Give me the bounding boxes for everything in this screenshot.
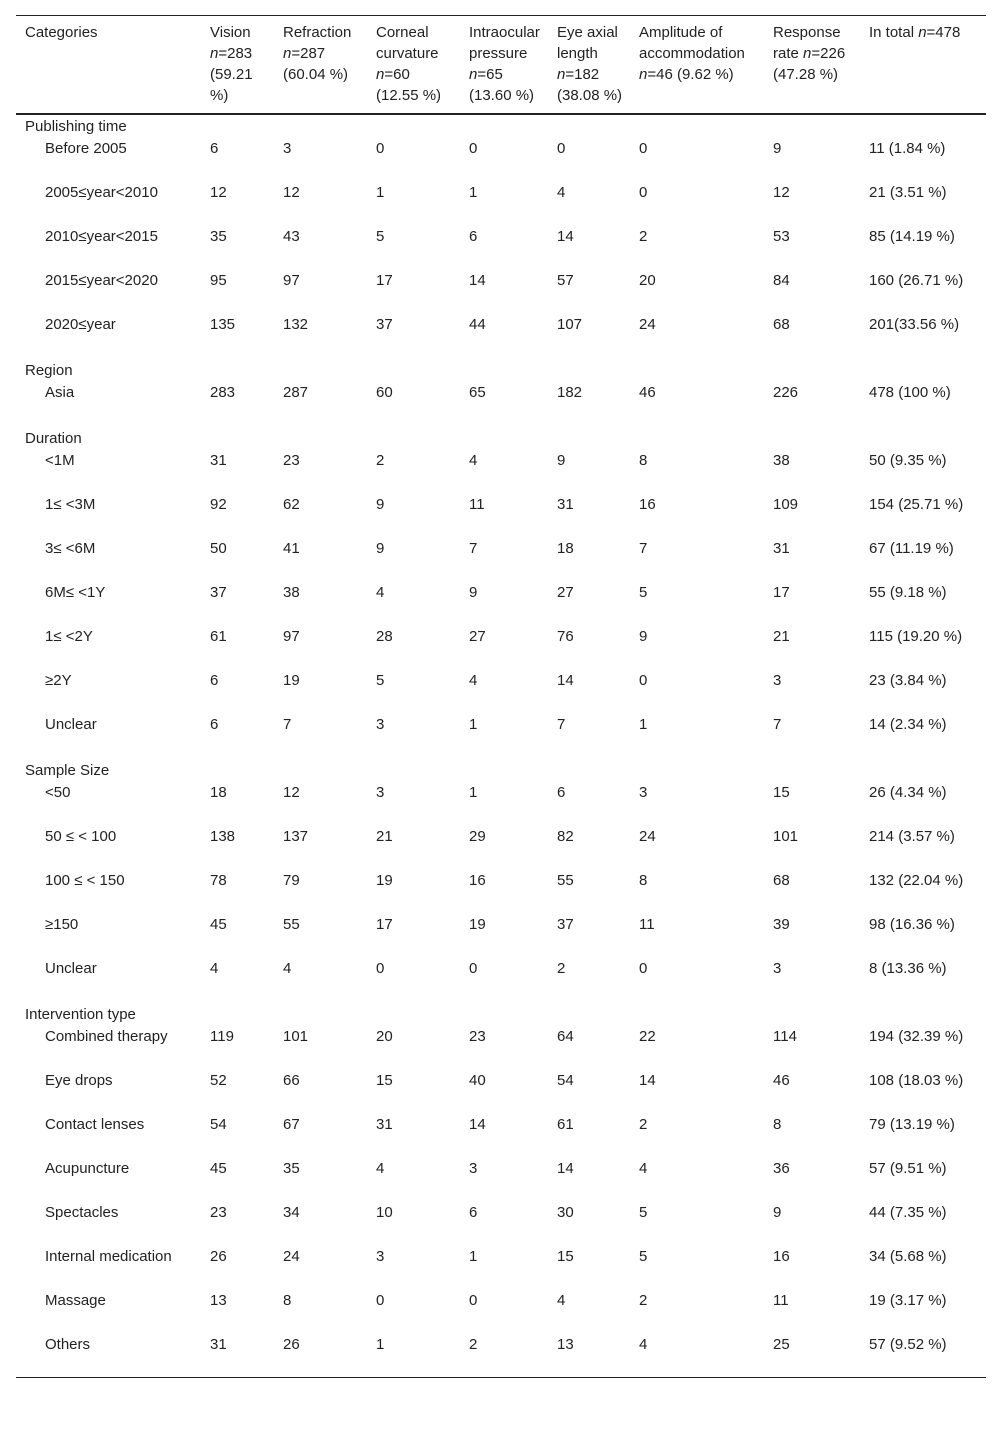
column-header-0: Categories	[25, 24, 98, 41]
row-label: Asia	[45, 384, 75, 401]
table-cell: 2	[557, 960, 566, 977]
column-header-label: Amplitude of accommodation	[639, 24, 745, 62]
table-cell: 13	[210, 1292, 227, 1309]
table-cell: 28	[376, 628, 393, 645]
row-label: 100 ≤ < 150	[45, 872, 125, 889]
table-cell: 14	[469, 1116, 486, 1133]
table-cell: 29	[469, 828, 486, 845]
column-header-label: Refraction	[283, 24, 352, 41]
table-cell: 36	[773, 1160, 790, 1177]
group-heading: Duration	[25, 430, 82, 447]
group-heading: Region	[25, 362, 73, 379]
row-label: <1M	[45, 452, 75, 469]
row-label: Unclear	[45, 716, 97, 733]
table-cell: 0	[469, 140, 478, 157]
table-cell: 26 (4.34 %)	[869, 784, 947, 801]
table-cell: 61	[210, 628, 227, 645]
table-cell: 8 (13.36 %)	[869, 960, 947, 977]
table-cell: 34	[283, 1204, 300, 1221]
group-row	[16, 1001, 986, 1025]
row-label: 1≤ <3M	[45, 496, 96, 513]
table-cell: 9	[376, 496, 385, 513]
table-cell: 283	[210, 384, 236, 401]
table-row	[16, 713, 986, 757]
table-cell: 13	[557, 1336, 574, 1353]
table-cell: 12	[283, 784, 300, 801]
table-cell: 12	[210, 184, 227, 201]
table-cell: 23	[210, 1204, 227, 1221]
table-cell: 37	[210, 584, 227, 601]
table-cell: 44 (7.35 %)	[869, 1204, 947, 1221]
table-cell: 16	[773, 1248, 790, 1265]
table-cell: 31	[557, 496, 574, 513]
table-cell: 97	[283, 628, 300, 645]
table-cell: 154 (25.71 %)	[869, 496, 964, 513]
table-cell: 8	[773, 1116, 782, 1133]
table-cell: 52	[210, 1072, 227, 1089]
table-cell: 54	[210, 1116, 227, 1133]
table-cell: 15	[773, 784, 790, 801]
table-cell: 44	[469, 316, 486, 333]
row-label: Massage	[45, 1292, 106, 1309]
table-cell: 6	[469, 228, 478, 245]
table-row	[16, 269, 986, 313]
table-cell: 194 (32.39 %)	[869, 1028, 964, 1045]
table-row	[16, 493, 986, 537]
row-label: ≥150	[45, 916, 79, 933]
group-row	[16, 425, 986, 449]
table-cell: 12	[773, 184, 790, 201]
table-cell: 14	[469, 272, 486, 289]
table-cell: 4	[210, 960, 219, 977]
table-cell: 3	[376, 1248, 385, 1265]
table-cell: 65	[469, 384, 486, 401]
table-cell: 12	[283, 184, 300, 201]
table-cell: 22	[639, 1028, 656, 1045]
table-cell: 62	[283, 496, 300, 513]
table-row	[16, 913, 986, 957]
table-row	[16, 1245, 986, 1289]
table-cell: 78	[210, 872, 227, 889]
table-row	[16, 225, 986, 269]
table-cell: 50	[210, 540, 227, 557]
table-cell: 15	[557, 1248, 574, 1265]
table-cell: 14	[557, 228, 574, 245]
group-heading: Publishing time	[25, 118, 127, 135]
table-cell: 2	[639, 1292, 648, 1309]
table-row	[16, 581, 986, 625]
table-cell: 1	[469, 1248, 478, 1265]
table-cell: 2	[376, 452, 385, 469]
table-body	[16, 114, 986, 1378]
table-cell: 6	[557, 784, 566, 801]
table-cell: 57 (9.52 %)	[869, 1336, 947, 1353]
table-cell: 109	[773, 496, 799, 513]
table-cell: 20	[639, 272, 656, 289]
table-cell: 68	[773, 872, 790, 889]
table-cell: 5	[639, 1204, 648, 1221]
table-cell: 0	[639, 184, 648, 201]
row-label: 6M≤ <1Y	[45, 584, 106, 601]
statistics-table	[16, 15, 986, 1378]
table-cell: 7	[557, 716, 566, 733]
table-cell: 4	[639, 1160, 648, 1177]
table-cell: 30	[557, 1204, 574, 1221]
table-cell: 34 (5.68 %)	[869, 1248, 947, 1265]
table-cell: 7	[469, 540, 478, 557]
table-cell: 8	[639, 452, 648, 469]
table-row	[16, 137, 986, 181]
row-label: Unclear	[45, 960, 97, 977]
table-cell: 23	[469, 1028, 486, 1045]
row-label: 2015≤year<2020	[45, 272, 158, 289]
table-cell: 39	[773, 916, 790, 933]
row-label: Combined therapy	[45, 1028, 168, 1045]
table-cell: 1	[376, 1336, 385, 1353]
table-cell: 27	[557, 584, 574, 601]
table-cell: 19	[283, 672, 300, 689]
table-cell: 8	[283, 1292, 292, 1309]
table-cell: 2	[469, 1336, 478, 1353]
table-cell: 9	[376, 540, 385, 557]
table-cell: 1	[469, 784, 478, 801]
table-cell: 119	[210, 1028, 234, 1045]
table-cell: 0	[639, 960, 648, 977]
table-cell: 101	[283, 1028, 309, 1045]
table-cell: 55 (9.18 %)	[869, 584, 947, 601]
table-row	[16, 669, 986, 713]
table-cell: 9	[469, 584, 478, 601]
table-cell: 76	[557, 628, 574, 645]
table-cell: 108 (18.03 %)	[869, 1072, 964, 1089]
table-cell: 5	[376, 228, 385, 245]
table-cell: 97	[283, 272, 300, 289]
table-row	[16, 957, 986, 1001]
table-cell: 61	[557, 1116, 574, 1133]
table-cell: 17	[376, 916, 393, 933]
table-cell: 60	[376, 384, 393, 401]
table-cell: 17	[376, 272, 393, 289]
table-cell: 84	[773, 272, 790, 289]
column-header-2: Refraction n=287 (60.04 %)	[283, 24, 352, 83]
table-cell: 10	[376, 1204, 393, 1221]
table-cell: 1	[376, 184, 385, 201]
table-cell: 0	[469, 960, 478, 977]
table-cell: 5	[639, 584, 648, 601]
table-cell: 17	[773, 584, 790, 601]
column-header-5: Eye axial length n=182 (38.08 %)	[557, 24, 623, 104]
row-label: ≥2Y	[45, 672, 72, 689]
table-cell: 4	[283, 960, 292, 977]
table-cell: 27	[469, 628, 486, 645]
table-cell: 6	[469, 1204, 478, 1221]
table-cell: 23 (3.84 %)	[869, 672, 947, 689]
table-cell: 18	[557, 540, 574, 557]
table-cell: 0	[469, 1292, 478, 1309]
row-label: Spectacles	[45, 1204, 119, 1221]
table-cell: 23	[283, 452, 300, 469]
table-cell: 4	[376, 1160, 385, 1177]
table-cell: 5	[639, 1248, 648, 1265]
table-row	[16, 181, 986, 225]
column-header-8: In total n=478	[869, 24, 961, 41]
table-cell: 16	[469, 872, 486, 889]
table-row	[16, 1157, 986, 1201]
column-header-3: Corneal curvature n=60 (12.55 %)	[376, 24, 442, 104]
table-cell: 40	[469, 1072, 486, 1089]
table-row	[16, 1069, 986, 1113]
table-cell: 37	[376, 316, 393, 333]
table-cell: 7	[639, 540, 648, 557]
table-cell: 11	[773, 1292, 789, 1309]
table-cell: 182	[557, 384, 583, 401]
table-cell: 19	[376, 872, 393, 889]
table-cell: 31	[376, 1116, 393, 1133]
table-cell: 19	[469, 916, 486, 933]
table-row	[16, 313, 986, 357]
table-cell: 43	[283, 228, 300, 245]
table-cell: 45	[210, 1160, 227, 1177]
table-cell: 53	[773, 228, 790, 245]
table-cell: 24	[639, 316, 656, 333]
table-cell: 114	[773, 1028, 797, 1045]
table-cell: 1	[469, 184, 478, 201]
group-row	[16, 114, 986, 137]
table-cell: 1	[639, 716, 648, 733]
table-cell: 79	[283, 872, 300, 889]
table-row	[16, 869, 986, 913]
table-cell: 11 (1.84 %)	[869, 140, 946, 157]
table-cell: 21	[376, 828, 393, 845]
table-cell: 55	[557, 872, 574, 889]
table-cell: 46	[773, 1072, 790, 1089]
table-cell: 46	[639, 384, 656, 401]
table-cell: 0	[639, 140, 648, 157]
table-cell: 26	[283, 1336, 300, 1353]
table-cell: 101	[773, 828, 799, 845]
table-cell: 138	[210, 828, 236, 845]
table-cell: 9	[557, 452, 566, 469]
table-cell: 6	[210, 140, 219, 157]
row-label: <50	[45, 784, 71, 801]
table-cell: 3	[376, 784, 385, 801]
row-label: Contact lenses	[45, 1116, 145, 1133]
table-cell: 4	[469, 452, 478, 469]
table-cell: 115 (19.20 %)	[869, 628, 963, 645]
table-cell: 214 (3.57 %)	[869, 828, 955, 845]
table-cell: 3	[773, 672, 782, 689]
table-cell: 21	[773, 628, 790, 645]
row-label: 2020≤year	[45, 316, 116, 333]
table-cell: 41	[283, 540, 300, 557]
row-label: Internal medication	[45, 1248, 172, 1265]
table-cell: 35	[283, 1160, 300, 1177]
table-cell: 478 (100 %)	[869, 384, 951, 401]
table-cell: 31	[210, 1336, 227, 1353]
table-row	[16, 781, 986, 825]
table-cell: 45	[210, 916, 227, 933]
table-cell: 11	[639, 916, 655, 933]
table-cell: 3	[469, 1160, 478, 1177]
table-cell: 95	[210, 272, 227, 289]
column-header-label: Response rate	[773, 24, 841, 62]
table-cell: 38	[773, 452, 790, 469]
row-label: 50 ≤ < 100	[45, 828, 117, 845]
table-row	[16, 825, 986, 869]
table-cell: 50 (9.35 %)	[869, 452, 947, 469]
table-cell: 1	[469, 716, 478, 733]
table-cell: 6	[210, 672, 219, 689]
table-cell: 0	[376, 960, 385, 977]
table-cell: 2	[639, 228, 648, 245]
table-cell: 6	[210, 716, 219, 733]
table-row	[16, 1025, 986, 1069]
table-cell: 55	[283, 916, 300, 933]
column-header-6: Amplitude of accommodation n=46 (9.62 %)	[639, 24, 745, 83]
table-cell: 3	[283, 140, 292, 157]
table-cell: 31	[773, 540, 790, 557]
row-label: 2005≤year<2010	[45, 184, 158, 201]
group-heading: Intervention type	[25, 1006, 136, 1023]
table-cell: 15	[376, 1072, 393, 1089]
group-row	[16, 757, 986, 781]
table-cell: 107	[557, 316, 583, 333]
table-row	[16, 381, 986, 425]
table-cell: 3	[376, 716, 385, 733]
table-cell: 287	[283, 384, 309, 401]
table-cell: 64	[557, 1028, 574, 1045]
column-header-label: Corneal curvature	[376, 24, 439, 62]
table-cell: 0	[639, 672, 648, 689]
table-cell: 31	[210, 452, 227, 469]
table-cell: 82	[557, 828, 574, 845]
table-cell: 38	[283, 584, 300, 601]
row-label: 1≤ <2Y	[45, 628, 93, 645]
table-row	[16, 449, 986, 493]
table-cell: 132 (22.04 %)	[869, 872, 964, 889]
table-cell: 98 (16.36 %)	[869, 916, 955, 933]
table-cell: 5	[376, 672, 385, 689]
table-cell: 132	[283, 316, 309, 333]
table-cell: 2	[639, 1116, 648, 1133]
column-header-label: Eye axial length	[557, 24, 618, 62]
table-cell: 0	[376, 1292, 385, 1309]
table-cell: 9	[773, 140, 782, 157]
group-heading: Sample Size	[25, 762, 110, 779]
header-row	[16, 16, 986, 115]
table-cell: 21 (3.51 %)	[869, 184, 947, 201]
table-cell: 9	[639, 628, 648, 645]
table-cell: 0	[376, 140, 385, 157]
table-cell: 24	[639, 828, 656, 845]
table-cell: 19 (3.17 %)	[869, 1292, 947, 1309]
table-cell: 14	[557, 672, 574, 689]
column-header-label: In total	[869, 24, 915, 41]
table-cell: 4	[469, 672, 478, 689]
table-cell: 201(33.56 %)	[869, 316, 960, 333]
table-row	[16, 537, 986, 581]
row-label: Eye drops	[45, 1072, 113, 1089]
table-cell: 160 (26.71 %)	[869, 272, 964, 289]
table-cell: 9	[773, 1204, 782, 1221]
table-cell: 4	[376, 584, 385, 601]
row-label: 3≤ <6M	[45, 540, 96, 557]
row-label: Acupuncture	[45, 1160, 130, 1177]
table-cell: 18	[210, 784, 227, 801]
table-cell: 67 (11.19 %)	[869, 540, 954, 557]
table-cell: 14	[557, 1160, 574, 1177]
table-cell: 3	[639, 784, 648, 801]
table-row	[16, 1201, 986, 1245]
table-cell: 24	[283, 1248, 300, 1265]
table-cell: 7	[773, 716, 782, 733]
table-cell: 3	[773, 960, 782, 977]
table-cell: 8	[639, 872, 648, 889]
table-cell: 4	[639, 1336, 648, 1353]
table-cell: 14 (2.34 %)	[869, 716, 947, 733]
table-cell: 25	[773, 1336, 790, 1353]
table-cell: 4	[557, 1292, 566, 1309]
table-cell: 135	[210, 316, 236, 333]
row-label: 2010≤year<2015	[45, 228, 158, 245]
column-header-1: Vision n=283 (59.21 %)	[210, 24, 253, 104]
table-row	[16, 625, 986, 669]
table-cell: 35	[210, 228, 227, 245]
column-header-7: Response rate n=226 (47.28 %)	[773, 24, 846, 83]
table-cell: 54	[557, 1072, 574, 1089]
table-cell: 79 (13.19 %)	[869, 1116, 955, 1133]
group-row	[16, 357, 986, 381]
column-header-label: Intraocular pressure	[469, 24, 540, 62]
table-cell: 137	[283, 828, 309, 845]
table-row	[16, 1289, 986, 1333]
table-cell: 57	[557, 272, 574, 289]
table-cell: 4	[557, 184, 566, 201]
table-cell: 7	[283, 716, 292, 733]
table-cell: 16	[639, 496, 656, 513]
table-cell: 66	[283, 1072, 300, 1089]
table-cell: 20	[376, 1028, 393, 1045]
row-label: Others	[45, 1336, 91, 1353]
table-row	[16, 1333, 986, 1378]
table-cell: 11	[469, 496, 485, 513]
row-label: Before 2005	[45, 140, 127, 157]
table-cell: 57 (9.51 %)	[869, 1160, 947, 1177]
table-cell: 14	[639, 1072, 656, 1089]
table-cell: 68	[773, 316, 790, 333]
table-cell: 37	[557, 916, 574, 933]
column-header-4: Intraocular pressure n=65 (13.60 %)	[469, 24, 540, 104]
table-cell: 0	[557, 140, 566, 157]
table-row	[16, 1113, 986, 1157]
table-cell: 92	[210, 496, 227, 513]
table-cell: 226	[773, 384, 799, 401]
table-cell: 26	[210, 1248, 227, 1265]
table-cell: 85 (14.19 %)	[869, 228, 955, 245]
table-cell: 67	[283, 1116, 300, 1133]
